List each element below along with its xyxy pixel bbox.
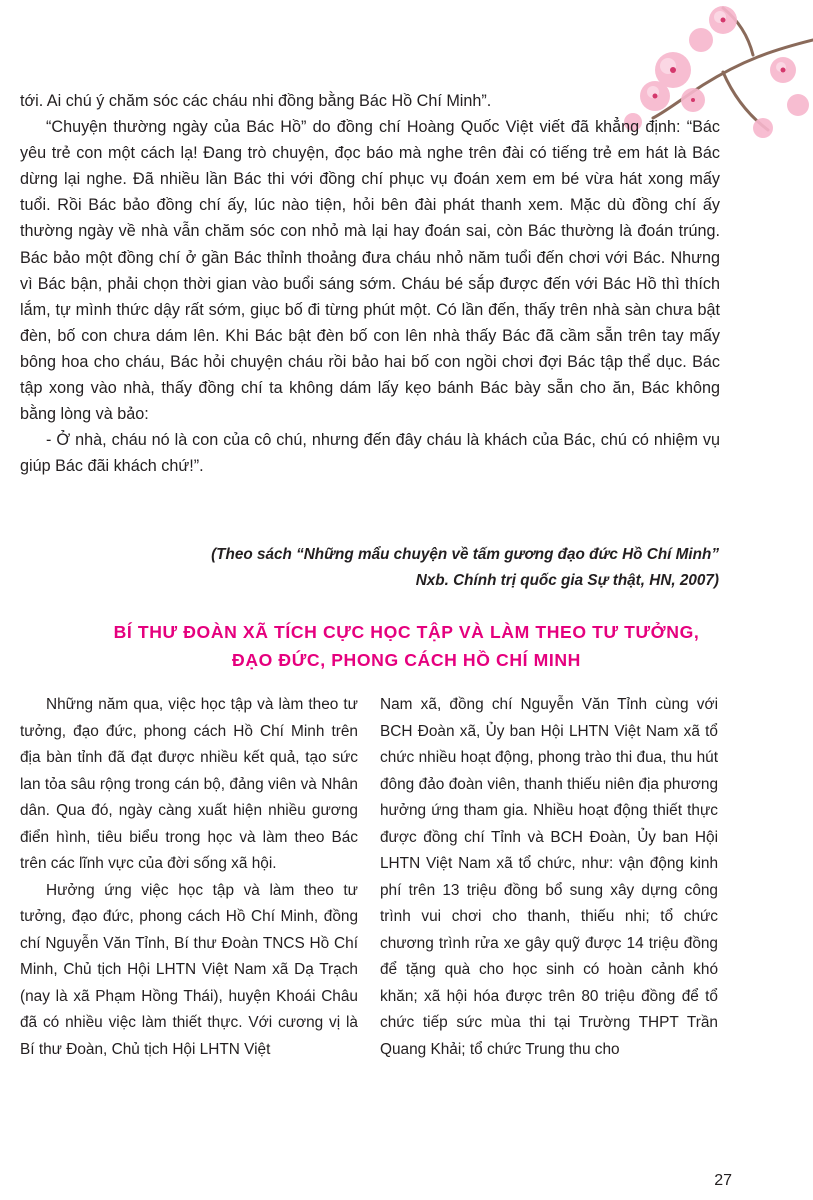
paragraph: - Ở nhà, cháu nó là con của cô chú, nhưng đến đây cháu là khách của Bác, chú có nhiệm vụ giúp Bác đãi khách chứ!”. [20, 431, 720, 476]
heading-line: BÍ THƯ ĐOÀN XÃ TÍCH CỰC HỌC TẬP VÀ LÀM THEO TƯ TƯỞNG, [113, 622, 700, 642]
paragraph: “Chuyện thường ngày của Bác Hồ” do đồng chí Hoàng Quốc Việt viết đã khẳng định: “Bác yêu trẻ con một cách lạ! Đang trò chuyện, đọc báo mà nghe trên đài có tiếng trẻ em hát là Bác dừng lại nghe. Đã nhiều lần Bác thi với đồng chí phục vụ đoán xem em bé vừa hát xong mấy tuổi. Rồi Bác bảo đồng chí ấy, lúc nào tiện, hỏi bên đài phát thanh xem. Mặc dù đồng chí ấy thường ngày về nhà vẫn chăm sóc con nhỏ mà lại hay đoán sai, còn Bác thường là đoán trúng. Bác bảo một đồng chí ở gần Bác thỉnh thoảng đưa cháu nhỏ năm tuổi đến chơi với Bác. Nhưng vì Bác bận, phải chọn thời gian vào buổi sáng sớm. Cháu bé sắp được đến với Bác Hồ thì thích lắm, tự mình thức dậy rất sớm, giục bố đi từng phút một. Có lần đến, thấy trên nhà sàn chưa bật đèn, bố con chưa dám lên. Khi Bác bật đèn bố con lên nhà thấy Bác đã cầm sẵn trên tay mấy bông hoa cho cháu, Bác hỏi chuyện cháu rồi bảo hai bố con ngồi chơi đợi Bác tập thể dục. Bác tập xong vào nhà, thấy đồng chí ta không dám lấy kẹo bánh Bác bày sẵn cho ăn, Bác không bằng lòng và bảo: [20, 118, 720, 424]
paragraph: Hưởng ứng việc học tập và làm theo tư tưởng, đạo đức, phong cách Hồ Chí Minh, đồng chí Nguyễn Văn Tỉnh, Bí thư Đoàn TNCS Hồ Chí Minh, Chủ tịch Hội LHTN Việt Nam xã Dạ Trạch (nay là xã Phạm Hồng Thái), huyện Khoái Châu đã có nhiều việc làm thiết thực. Với cương vị là Bí thư Đoàn, Chủ tịch Hội LHTN Việt [20, 881, 358, 1058]
right-column [380, 692, 718, 1063]
paragraph: Những năm qua, việc học tập và làm theo tư tưởng, đạo đức, phong cách Hồ Chí Minh trên địa bàn tỉnh đã đạt được nhiều kết quả, tạo sức lan tỏa sâu rộng trong cán bộ, đảng viên và Nhân dân. Qua đó, ngày càng xuất hiện nhiều gương điển hình, tiêu biểu trong học và làm theo Bác trên các lĩnh vực của đời sống xã hội. [20, 696, 358, 872]
section-heading [0, 618, 813, 674]
story-text [20, 88, 720, 479]
paragraph: tới. Ai chú ý chăm sóc các cháu nhi đồng bằng Bác Hồ Chí Minh”. [20, 92, 492, 110]
paragraph: Nam xã, đồng chí Nguyễn Văn Tỉnh cùng với BCH Đoàn xã, Ủy ban Hội LHTN Việt Nam xã tổ chức nhiều hoạt động, phong trào thi đua, thu hút đông đảo đoàn viên, thanh thiếu niên địa phương hưởng ứng tham gia. Nhiều hoạt động thiết thực được đồng chí Tỉnh và BCH Đoàn, Ủy ban Hội LHTN Việt Nam xã tổ chức, như: vận động kinh phí trên 13 triệu đồng bổ sung xây dựng công trình vui chơi cho thanh, thiếu nhi; tổ chức chương trình rửa xe gây quỹ được 14 triệu đồng để tặng quà cho học sinh có hoàn cảnh khó khăn; xã hội hóa được trên 80 triệu đồng để tổ chức tiếp sức mùa thi tại Trường THPT Trần Quang Khải; tổ chức Trung thu cho [380, 696, 718, 1058]
heading-line: ĐẠO ĐỨC, PHONG CÁCH HỒ CHÍ MINH [232, 650, 581, 670]
left-column [20, 692, 358, 1063]
citation [211, 542, 719, 594]
citation-line: (Theo sách “Những mẩu chuyện về tấm gương đạo đức Hồ Chí Minh” [211, 546, 719, 563]
citation-line: Nxb. Chính trị quốc gia Sự thật, HN, 2007) [415, 572, 719, 589]
page-number: 27 [714, 1172, 732, 1189]
